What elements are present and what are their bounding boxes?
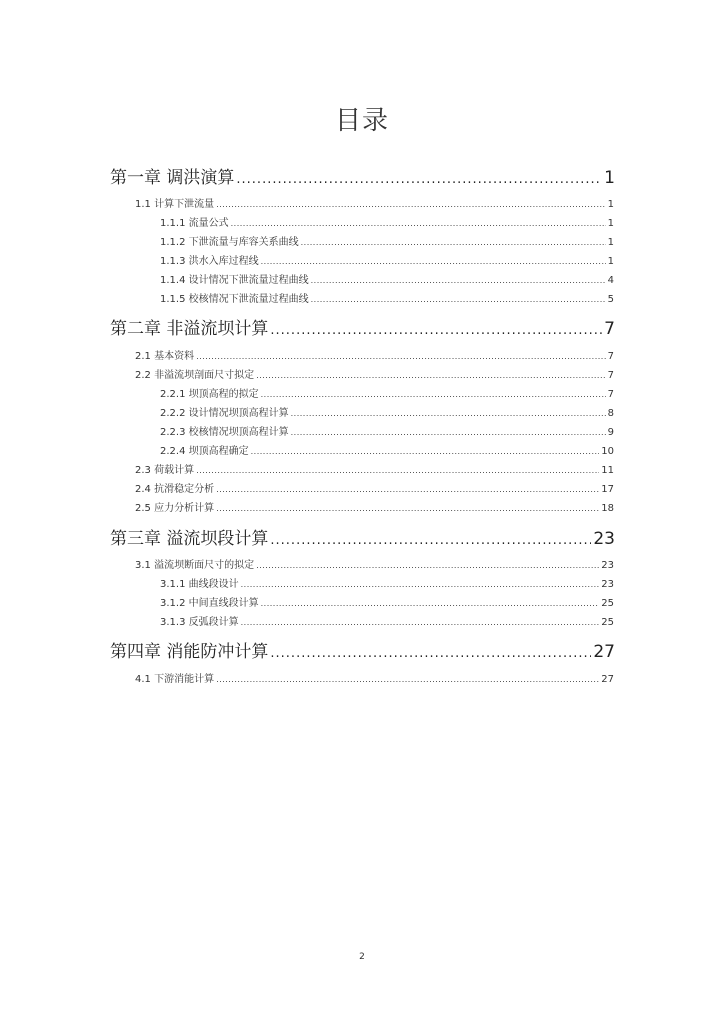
toc-entry-label: 第二章 非溢流坝计算	[110, 319, 269, 339]
toc-subsection-entry[interactable]	[160, 214, 614, 229]
toc-dot-leader	[301, 238, 606, 247]
toc-title: 目录	[334, 106, 389, 136]
toc-dot-leader	[311, 295, 606, 304]
toc-entry-page: 1	[607, 237, 614, 248]
toc-subsection-entry[interactable]	[160, 613, 614, 628]
toc-dot-leader	[256, 561, 599, 570]
toc-entry-label: 4.1 下游消能计算	[135, 674, 215, 685]
toc-entry-label: 2.3 荷载计算	[135, 465, 195, 476]
toc-entry-label: 1.1.1 流量公式	[160, 218, 229, 229]
toc-entry-page: 23	[601, 579, 614, 590]
toc-entry-page: 25	[601, 617, 614, 628]
toc-entry-page: 8	[607, 408, 614, 419]
toc-entry-label: 2.5 应力分析计算	[135, 503, 215, 514]
toc-chapter-entry[interactable]	[110, 637, 615, 662]
toc-entry-label: 2.2.1 坝顶高程的拟定	[160, 389, 259, 400]
toc-subsection-entry[interactable]	[160, 423, 614, 438]
toc-entry-page: 1	[607, 199, 614, 210]
toc-section-entry[interactable]	[135, 461, 614, 476]
toc-dot-leader	[311, 276, 606, 285]
toc-section-entry[interactable]	[135, 195, 614, 210]
toc-entry-label: 1.1.2 下泄流量与库容关系曲线	[160, 237, 299, 248]
toc-entry-label: 1.1 计算下泄流量	[135, 199, 215, 210]
toc-dot-leader	[270, 533, 591, 548]
page-number: 2	[359, 952, 365, 962]
toc-entry-label: 3.1.3 反弧段计算	[160, 617, 239, 628]
toc-subsection-entry[interactable]	[160, 442, 614, 457]
toc-dot-leader	[251, 447, 600, 456]
toc-dot-leader	[196, 466, 599, 475]
toc-dot-leader	[216, 485, 599, 494]
toc-entry-label: 1.1.5 校核情况下泄流量过程曲线	[160, 294, 309, 305]
toc-entry-page: 10	[601, 446, 614, 457]
toc-dot-leader	[291, 428, 606, 437]
toc-dot-leader	[196, 352, 606, 361]
toc-subsection-entry[interactable]	[160, 290, 614, 305]
toc-section-entry[interactable]	[135, 556, 614, 571]
toc-section-entry[interactable]	[135, 347, 614, 362]
toc-entry-page: 25	[601, 598, 614, 609]
toc-entry-page: 7	[607, 389, 614, 400]
toc-dot-leader	[261, 599, 600, 608]
toc-entry-page: 7	[607, 370, 614, 381]
toc-entry-label: 第四章 消能防冲计算	[110, 642, 269, 662]
toc-entry-label: 1.1.4 设计情况下泄流量过程曲线	[160, 275, 309, 286]
toc-entry-page: 9	[607, 427, 614, 438]
toc-dot-leader	[291, 409, 606, 418]
toc-subsection-entry[interactable]	[160, 233, 614, 248]
toc-dot-leader	[261, 390, 606, 399]
toc-entry-label: 2.2 非溢流坝剖面尺寸拟定	[135, 370, 255, 381]
toc-dot-leader	[241, 618, 600, 627]
toc-subsection-entry[interactable]	[160, 575, 614, 590]
toc-section-entry[interactable]	[135, 499, 614, 514]
toc-entry-page: 18	[601, 503, 614, 514]
toc-dot-leader	[231, 219, 606, 228]
toc-entry-page: 4	[607, 275, 614, 286]
toc-entry-label: 3.1.2 中间直线段计算	[160, 598, 259, 609]
toc-chapter-entry[interactable]	[110, 163, 615, 188]
toc-subsection-entry[interactable]	[160, 385, 614, 400]
toc-entry-label: 3.1.1 曲线段设计	[160, 579, 239, 590]
toc-subsection-entry[interactable]	[160, 594, 614, 609]
toc-dot-leader	[270, 323, 602, 338]
toc-section-entry[interactable]	[135, 480, 614, 495]
toc-entry-page: 23	[593, 529, 615, 549]
toc-dot-leader	[236, 172, 602, 187]
toc-chapter-entry[interactable]	[110, 314, 615, 339]
toc-chapter-entry[interactable]	[110, 524, 615, 549]
toc-entry-label: 2.1 基本资料	[135, 351, 195, 362]
toc-entry-label: 2.4 抗滑稳定分析	[135, 484, 215, 495]
toc-entry-label: 3.1 溢流坝断面尺寸的拟定	[135, 560, 255, 571]
toc-dot-leader	[216, 675, 599, 684]
toc-entry-label: 第三章 溢流坝段计算	[110, 529, 269, 549]
toc-entry-label: 2.2.4 坝顶高程确定	[160, 446, 249, 457]
toc-entry-page: 27	[601, 674, 614, 685]
toc-entry-label: 1.1.3 洪水入库过程线	[160, 256, 259, 267]
toc-entry-label: 2.2.2 设计情况坝顶高程计算	[160, 408, 289, 419]
toc-dot-leader	[261, 257, 606, 266]
toc-entry-page: 7	[607, 351, 614, 362]
toc-entry-page: 1	[607, 256, 614, 267]
toc-entry-page: 17	[601, 484, 614, 495]
toc-dot-leader	[241, 580, 600, 589]
toc-dot-leader	[256, 371, 606, 380]
toc-subsection-entry[interactable]	[160, 404, 614, 419]
toc-entry-label: 第一章 调洪演算	[110, 168, 235, 188]
toc-entry-page: 5	[607, 294, 614, 305]
toc-subsection-entry[interactable]	[160, 252, 614, 267]
toc-entry-page: 27	[593, 642, 615, 662]
toc-entry-label: 2.2.3 校核情况坝顶高程计算	[160, 427, 289, 438]
toc-entry-page: 7	[604, 319, 615, 339]
toc-entry-page: 23	[601, 560, 614, 571]
toc-dot-leader	[216, 200, 606, 209]
toc-entry-page: 11	[601, 465, 614, 476]
toc-entry-page: 1	[607, 218, 614, 229]
toc-dot-leader	[216, 504, 599, 513]
toc-section-entry[interactable]	[135, 366, 614, 381]
toc-entry-page: 1	[604, 168, 615, 188]
toc-subsection-entry[interactable]	[160, 271, 614, 286]
toc-dot-leader	[270, 646, 591, 661]
toc-section-entry[interactable]	[135, 670, 614, 685]
